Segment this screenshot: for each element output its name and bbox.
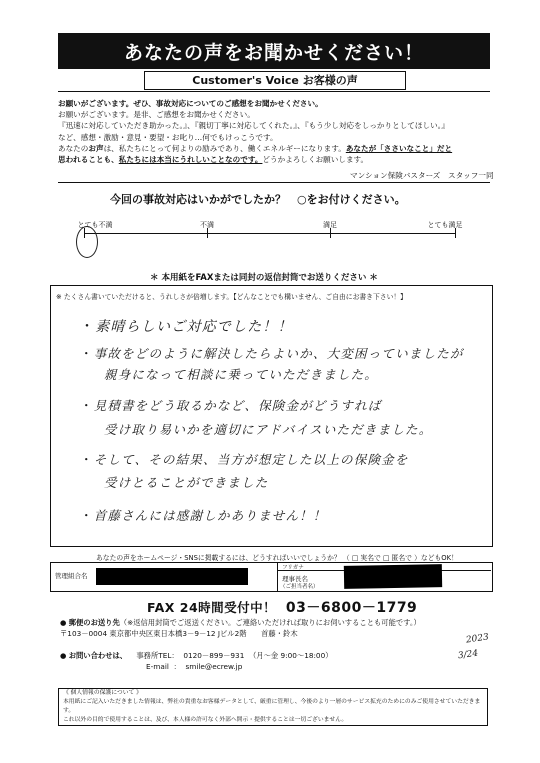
privacy-line-1: 本用紙にご記入いただきました情報は、弊社の貴重なお客様データとして、厳重に管理し、今後のより一層のサービス拡充のためにのみご使用させていただきます。: [63, 699, 481, 714]
sns-consent: あなたの声をホームページ・SNSに掲載するには、どうすればいいでしょうか？ （ □ 実名で □ 匿名で ）などもOK！: [96, 554, 458, 562]
handwritten-line: ・そして、その結果、当方が想定した以上の保険金を: [80, 452, 409, 467]
director-name-label: 理事長名: [282, 575, 308, 583]
page-title: あなたの声をお聞かせください！: [58, 33, 490, 69]
scale-label-dissatisfied[interactable]: 不満: [200, 221, 214, 229]
satisfaction-scale: [84, 233, 456, 234]
handwritten-line: 受けとることができました: [104, 475, 269, 490]
contact-email[interactable]: smile@ecrew.jp: [185, 662, 243, 671]
contact-icon: ●: [60, 651, 67, 660]
privacy-title: 《 個人情報の保護について 》: [63, 690, 142, 696]
real-name-checkbox[interactable]: □ 実名で: [351, 554, 381, 562]
handwritten-date-year: 2023: [465, 632, 490, 646]
privacy-notice: [58, 688, 488, 726]
staff-signature: マンション保険バスターズ スタッフ一同: [350, 171, 494, 180]
fax-instruction: ＊ 本用紙をFAXまたは同封の返信封筒でお送りください ＊: [150, 273, 378, 283]
contact-block: ● お問い合わせは、 事務所TEL： 0120－899－931 （月～金 9:00～18:00） E-mail ： smile@ecrew.jp: [60, 651, 333, 671]
comment-hint: ※ たくさん書いていただけると、うれしさが倍増します。【どんなことでも構いません、ご自由にお書き下さい！】: [56, 293, 407, 301]
intro-line-4: あなたのお声は、私たちにとって何よりの励みであり、働くエネルギーになります。あなたが「ささいなこと」だと: [58, 143, 453, 153]
scale-label-very-satisfied[interactable]: とても満足: [427, 221, 463, 229]
scale-label-very-dissatisfied[interactable]: とても不満: [77, 221, 113, 229]
anonymous-checkbox[interactable]: □ 匿名で: [382, 554, 412, 562]
fax-number[interactable]: 03－6800－1779: [285, 600, 418, 616]
association-name-label: 管理組合名: [55, 572, 88, 580]
mail-address: 〒103－0004 東京都中央区東日本橋3－9－12 Jビル2階 首藤・鈴木: [60, 629, 298, 638]
furigana-label: フリガナ: [282, 565, 304, 571]
contact-phone[interactable]: 0120－899－931: [183, 651, 245, 660]
handwritten-line: ・素晴らしいご対応でした！！: [80, 319, 293, 335]
intro-lead: お願いがございます。ぜひ、事故対応についてのご感想をお聞かせください。: [58, 99, 323, 108]
intro-line-1: お願いがございます。是非、ご感想をお聞かせください。: [58, 110, 255, 120]
mail-icon: ●: [60, 618, 67, 627]
privacy-line-2: これ以外の目的で使用することは、及び、本人様の許可なく外部へ開示・提供することは一切ございません。: [63, 717, 348, 723]
handwritten-line: 受け取り易いかを適切にアドバイスいただきました。: [104, 422, 433, 437]
header-divider: [58, 91, 490, 92]
director-name-sublabel: （ご担当者名）: [280, 584, 319, 590]
intro-divider: [58, 182, 490, 183]
intro-line-3: など、感想・激励・意見・要望・お叱り…何でもけっこうです。: [58, 132, 278, 142]
mail-block: ● 郵便のお送り先（※返信用封筒でご返送ください。ご連絡いただければ取りにお伺いすることも可能です。） 〒103－0004 東京都中央区東日本橋3－9－12 Jビル2階 首藤・鈴木: [60, 618, 421, 638]
scale-label-satisfied[interactable]: 満足: [323, 221, 337, 229]
intro-line-2: 『迅速に対応していただき助かった。』、『親切丁寧に対応してくれた。』、『もう少し対応をしっかりとしてほしい。』: [58, 121, 450, 131]
handwritten-line: ・首藤さんには感謝しかありません！！: [80, 508, 327, 523]
selected-circle-mark: [76, 226, 98, 258]
table-divider: [277, 562, 278, 591]
survey-question: 今回の事故対応はいかがでしたか？ ○をお付けください。: [110, 193, 406, 206]
association-name-redacted: [96, 568, 248, 585]
handwritten-line: ・事故をどのように解決したらよいか、大変困っていましたが: [80, 346, 464, 361]
page-subtitle: Customer's Voice お客様の声: [144, 71, 406, 90]
director-name-redacted: [344, 564, 442, 589]
intro-line-5: 思われることも、私たちには本当にうれしいことなのです。どうかよろしくお願いします。: [58, 155, 369, 165]
handwritten-line: 親身になって相談に乗っていただきました。: [104, 367, 379, 382]
handwritten-line: ・見積書をどう取るかなど、保険金がどうすれば: [80, 398, 382, 413]
fax-banner: FAX 24時間受付中！ 03－6800－1779: [147, 600, 418, 616]
intro-text: [58, 98, 494, 165]
handwritten-date-day: 3/24: [457, 648, 479, 662]
